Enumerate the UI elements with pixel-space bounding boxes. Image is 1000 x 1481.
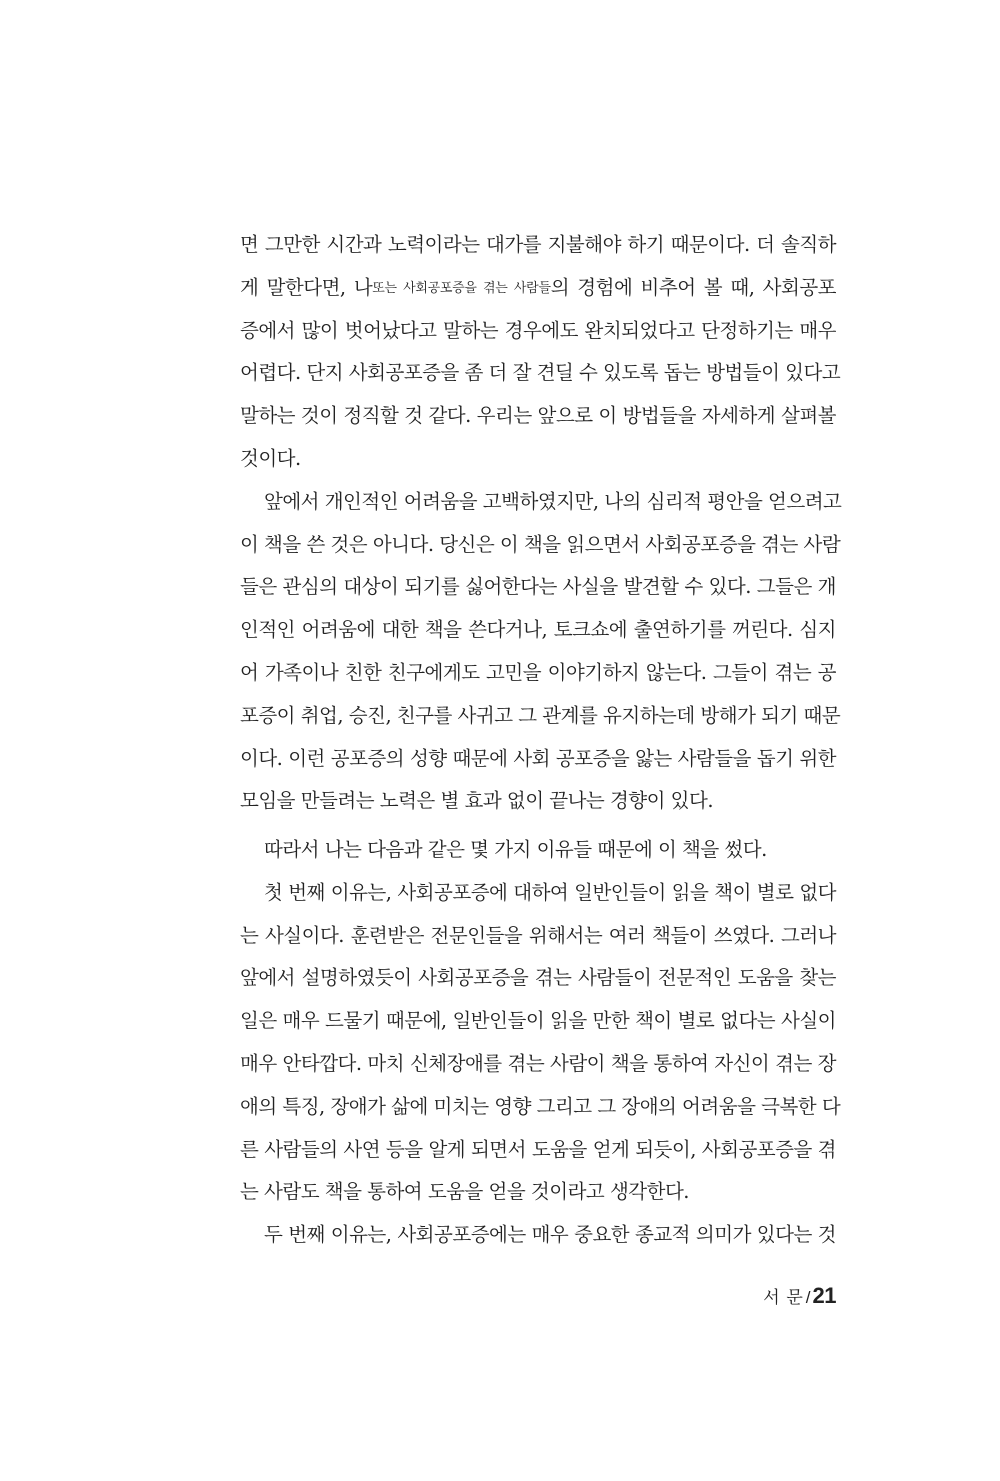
section-title: 서 문 <box>763 1288 804 1307</box>
text-line: 어렵다. 단지 사회공포증을 좀 더 잘 견딜 수 있도록 돕는 방법들이 있다고 <box>240 361 841 385</box>
text-line: 앞에서 개인적인 어려움을 고백하였지만, 나의 심리적 평안을 얻으려고 <box>264 489 842 513</box>
text-line: 것이다. <box>240 446 301 470</box>
text-line: 앞에서 설명하였듯이 사회공포증을 겪는 사람들이 전문적인 도움을 찾는 <box>240 966 836 990</box>
text-line: 증에서 많이 벗어났다고 말하는 경우에도 완치되었다고 단정하기는 매우 <box>240 318 837 342</box>
inline-note: 또는 사회공포증을 겪는 사람들 <box>372 280 551 296</box>
body-text-block-2 <box>240 829 841 1257</box>
text-line: 는 사실이다. 훈련받은 전문인들을 위해서는 여러 책들이 쓰였다. 그러나 <box>240 923 836 947</box>
text-line: 어 가족이나 친한 친구에게도 고민을 이야기하지 않는다. 그들이 겪는 공 <box>240 660 836 684</box>
text-line: 는 사람도 책을 통하여 도움을 얻을 것이라고 생각한다. <box>240 1180 690 1204</box>
body-text-block-1 <box>240 224 842 823</box>
text-line: 이다. 이런 공포증의 성향 때문에 사회 공포증을 앓는 사람들을 돕기 위한 <box>240 746 836 770</box>
text-line: 두 번째 이유는, 사회공포증에는 매우 중요한 종교적 의미가 있다는 것 <box>264 1223 836 1247</box>
folio-separator: / <box>805 1288 811 1307</box>
text-line: 인적인 어려움에 대한 책을 쓴다거나, 토크쇼에 출연하기를 꺼린다. 심지 <box>240 618 836 642</box>
page-footer <box>763 1283 836 1309</box>
text-line: 모임을 만들려는 노력은 별 효과 없이 끝나는 경향이 있다. <box>240 789 714 813</box>
text-line: 매우 안타깝다. 마치 신체장애를 겪는 사람이 책을 통하여 자신이 겪는 장 <box>240 1051 836 1075</box>
text-fragment: 의 경험에 비추어 볼 때, 사회공포 <box>550 275 836 299</box>
text-line <box>240 267 836 310</box>
text-line: 일은 매우 드물기 때문에, 일반인들이 읽을 만한 책이 별로 없다는 사실이 <box>240 1009 836 1033</box>
page-number: 21 <box>812 1283 836 1308</box>
text-line: 포증이 취업, 승진, 친구를 사귀고 그 관계를 유지하는데 방해가 되기 때문 <box>240 703 841 727</box>
text-line: 첫 번째 이유는, 사회공포증에 대하여 일반인들이 읽을 책이 별로 없다 <box>264 880 836 904</box>
text-line: 들은 관심의 대상이 되기를 싫어한다는 사실을 발견할 수 있다. 그들은 개 <box>240 575 836 599</box>
text-line: 면 그만한 시간과 노력이라는 대가를 지불해야 하기 때문이다. 더 솔직하 <box>240 233 836 256</box>
text-fragment: 게 말한다면, 나 <box>240 275 373 299</box>
text-line: 이 책을 쓴 것은 아니다. 당신은 이 책을 읽으면서 사회공포증을 겪는 사람 <box>240 532 841 556</box>
text-line: 애의 특징, 장애가 삶에 미치는 영향 그리고 그 장애의 어려움을 극복한 다 <box>240 1094 841 1118</box>
text-line: 말하는 것이 정직할 것 같다. 우리는 앞으로 이 방법들을 자세하게 살펴볼 <box>240 404 836 428</box>
text-line: 따라서 나는 다음과 같은 몇 가지 이유들 때문에 이 책을 썼다. <box>264 838 767 861</box>
text-line: 른 사람들의 사연 등을 알게 되면서 도움을 얻게 되듯이, 사회공포증을 겪 <box>240 1137 836 1161</box>
